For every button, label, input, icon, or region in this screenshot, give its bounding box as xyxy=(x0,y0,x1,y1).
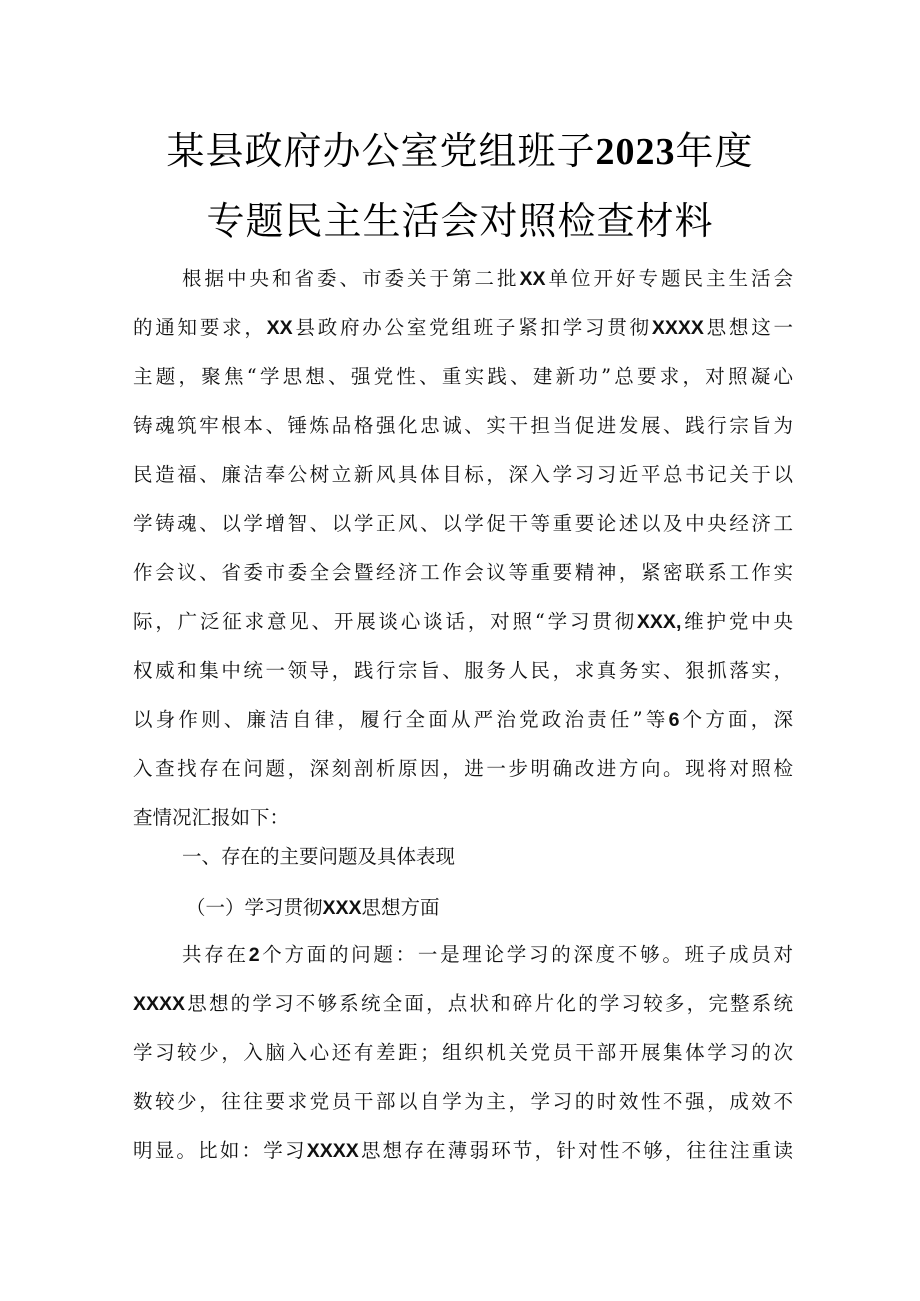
document-title-line-2: 专题民主生活会对照检查材料 xyxy=(206,199,714,243)
paragraph-2-line-3: 学习较少，入脑入心还有差距；组织机关党员干部开展集体学习的次 xyxy=(133,1041,793,1064)
paragraph-1-line-1: 根据中央和省委、市委关于第二批XX单位开好专题民主生活会 xyxy=(182,267,793,290)
paragraph-1-line-7: 作会议、省委市委全会暨经济工作会议等重要精神，紧密联系工作实 xyxy=(133,561,793,584)
title-suffix: 年度 xyxy=(675,129,754,173)
paragraph-1-line-8: 际，广泛征求意见、开展谈心谈话，对照“学习贯彻XXX,维护党中央 xyxy=(133,610,793,633)
paragraph-1-line-5: 民造福、廉洁奉公树立新风具体目标，深入学习习近平总书记关于以 xyxy=(133,463,793,486)
section-heading-1: 一、存在的主要问题及具体表现 xyxy=(182,845,456,868)
paragraph-2-line-4: 数较少，往往要求党员干部以自学为主，学习的时效性不强，成效不 xyxy=(133,1090,793,1113)
section-heading-2: （一）学习贯彻XXX思想方面 xyxy=(186,896,440,919)
paragraph-1-line-2: 的通知要求，XX县政府办公室党组班子紧扣学习贯彻XXXX思想这一 xyxy=(133,316,793,339)
paragraph-1-line-4: 铸魂筑牢根本、锤炼品格强化忠诚、实干担当促进发展、践行宗旨为 xyxy=(133,414,793,437)
paragraph-1-line-11: 入查找存在问题，深刻剖析原因，进一步明确改进方向。现将对照检 xyxy=(133,757,793,780)
paragraph-1-line-3: 主题，聚焦“学思想、强党性、重实践、建新功”总要求，对照凝心 xyxy=(133,365,793,388)
paragraph-2-line-1: 共存在2个方面的问题：一是理论学习的深度不够。班子成员对 xyxy=(182,943,793,966)
title-prefix: 某县政府办公室党组班子 xyxy=(166,129,596,173)
paragraph-2-line-5: 明显。比如：学习XXXX思想存在薄弱环节，针对性不够，往往注重读 xyxy=(133,1139,793,1162)
title-year: 2023 xyxy=(595,131,676,173)
paragraph-1-line-10: 以身作则、廉洁自律，履行全面从严治党政治责任”等6个方面，深 xyxy=(133,708,793,731)
document-title-line-1 xyxy=(0,126,920,177)
paragraph-1-line-12: 查情况汇报如下： xyxy=(133,806,290,829)
paragraph-2-line-2: XXXX思想的学习不够系统全面，点状和碎片化的学习较多，完整系统 xyxy=(133,992,793,1015)
paragraph-1-line-9: 权威和集中统一领导，践行宗旨、服务人民，求真务实、狠抓落实， xyxy=(133,659,793,682)
paragraph-1-line-6: 学铸魂、以学增智、以学正风、以学促干等重要论述以及中央经济工 xyxy=(133,512,793,535)
